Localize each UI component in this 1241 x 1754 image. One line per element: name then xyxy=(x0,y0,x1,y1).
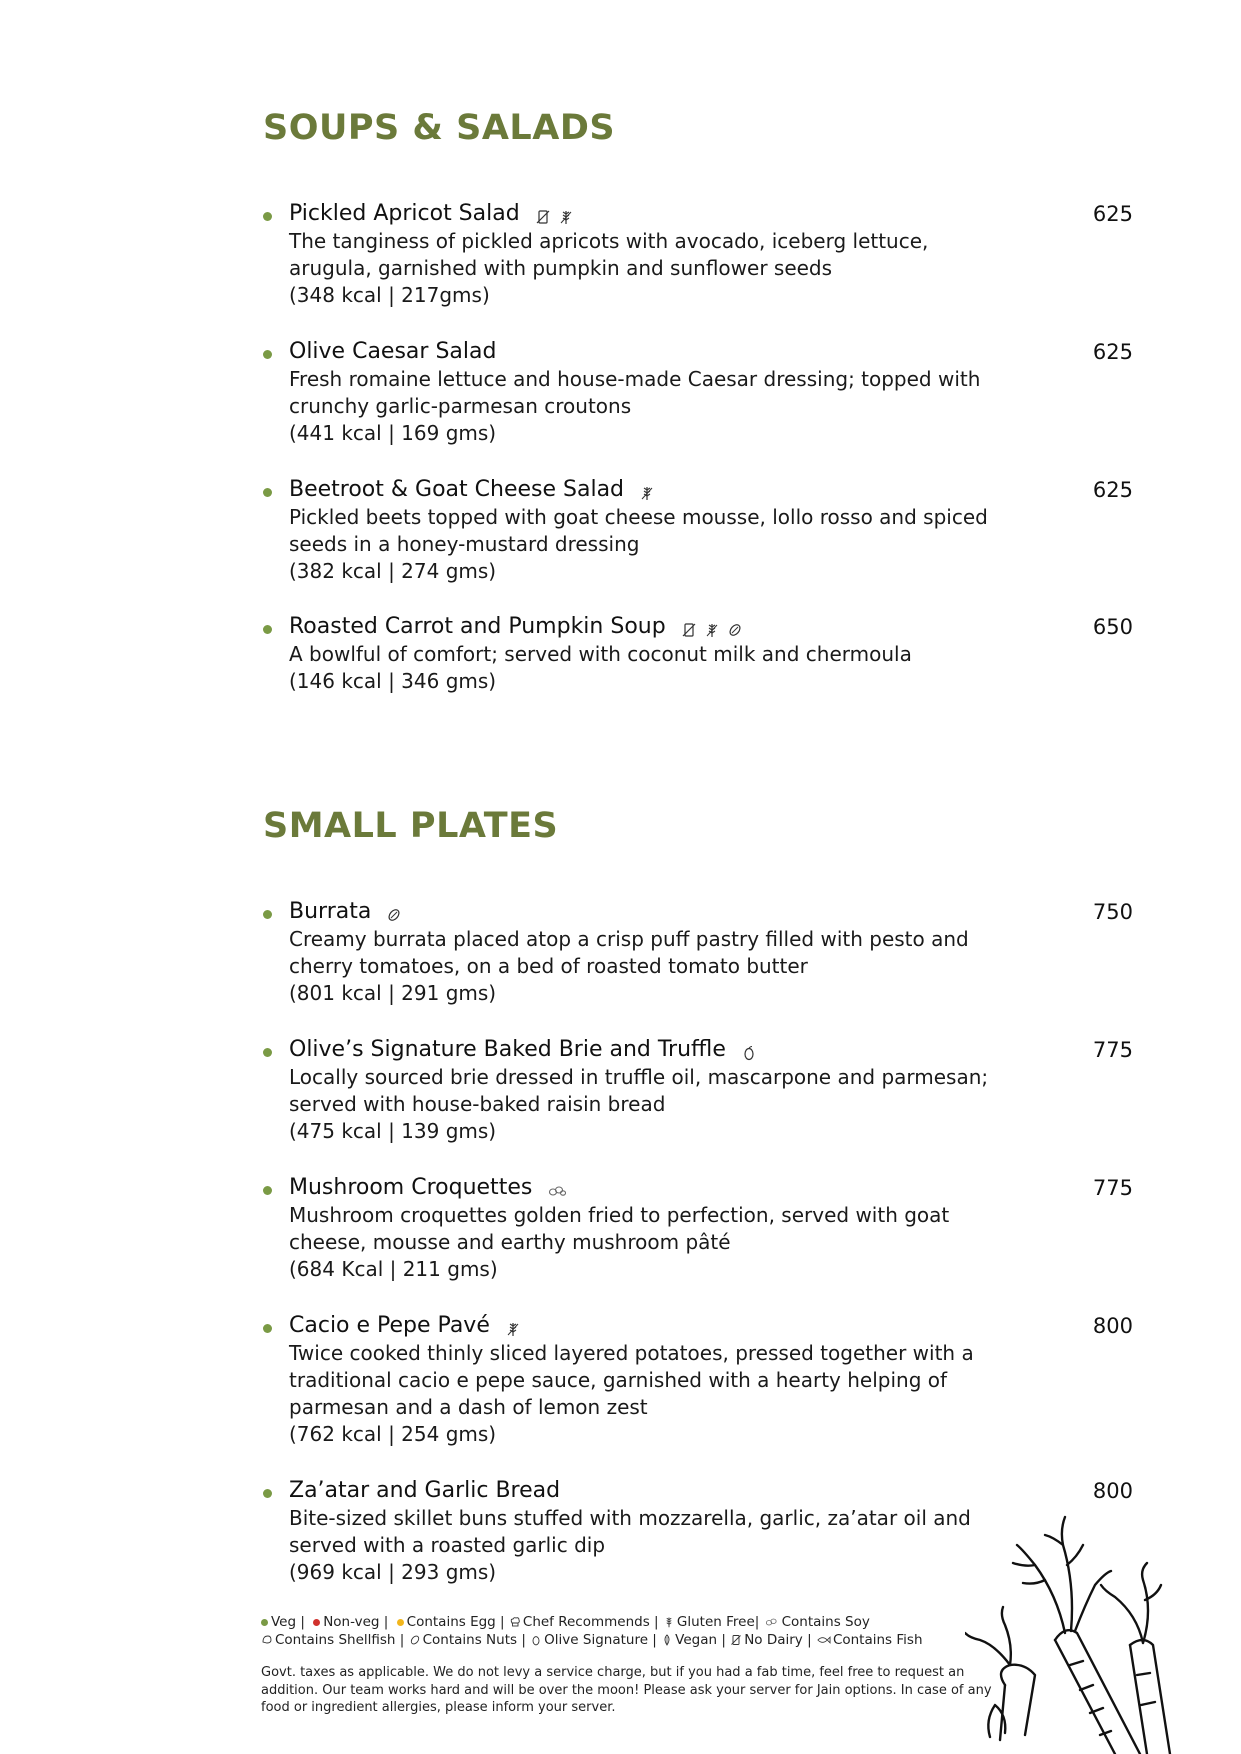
legend-soy: Contains Soy xyxy=(781,1614,870,1630)
legend-nuts: Contains Nuts | xyxy=(422,1632,526,1648)
legend-dairy: No Dairy | xyxy=(744,1632,812,1648)
gluten-free-icon xyxy=(558,209,574,225)
item-price: 800 xyxy=(1092,1314,1133,1338)
no-dairy-icon xyxy=(681,622,697,638)
item-description: Twice cooked thinly sliced layered potatoes, pressed together with a traditional cacio e pepe sauce, garnished with a hearty helping of parmesan and a dash of lemon zest xyxy=(289,1341,974,1419)
item-icons xyxy=(741,1042,759,1061)
legend-vegan: Vegan | xyxy=(675,1632,726,1648)
item-kcal: (684 Kcal | 211 gms) xyxy=(289,1257,498,1281)
item-price: 625 xyxy=(1092,478,1133,502)
gluten-free-icon xyxy=(505,1321,521,1337)
vegan-leaf-icon xyxy=(661,1634,673,1646)
item-description: Creamy burrata placed atop a crisp puff pastry filled with pesto and cherry tomatoes, on a bed of roasted tomato butter xyxy=(289,927,969,978)
veg-bullet xyxy=(263,350,272,359)
item-name: Olive Caesar Salad xyxy=(289,339,497,364)
item-price: 775 xyxy=(1092,1038,1133,1062)
veg-bullet xyxy=(263,1324,272,1333)
legend-chef: Chef Recommends | xyxy=(522,1614,659,1630)
item-kcal: (969 kcal | 293 gms) xyxy=(289,1560,497,1584)
carrots-illustration xyxy=(965,1505,1205,1754)
legend-nonveg: Non-veg | xyxy=(323,1614,389,1630)
item-description: Mushroom croquettes golden fried to perfection, served with goat cheese, mousse and earthy mushroom pâté xyxy=(289,1203,950,1254)
gluten-free-icon xyxy=(639,485,655,501)
menu-item xyxy=(263,1036,1133,1145)
item-price: 625 xyxy=(1092,340,1133,364)
veg-bullet xyxy=(263,910,272,919)
legend-line-2 xyxy=(261,1631,981,1649)
item-name: Olive’s Signature Baked Brie and Truffle xyxy=(289,1037,726,1062)
menu-item xyxy=(263,898,1133,1007)
nuts-icon xyxy=(386,907,402,923)
item-icons xyxy=(386,904,404,923)
item-price: 775 xyxy=(1092,1176,1133,1200)
item-kcal: (762 kcal | 254 gms) xyxy=(289,1422,497,1446)
legend-egg: Contains Egg | xyxy=(406,1614,505,1630)
item-description: Bite-sized skillet buns stuffed with mozzarella, garlic, za’atar oil and served with a roasted garlic dip xyxy=(289,1506,971,1557)
gluten-free-icon xyxy=(704,622,720,638)
legend-gluten: Gluten Free| xyxy=(676,1614,760,1630)
legend-line-1 xyxy=(261,1613,981,1631)
menu-item xyxy=(263,1174,1133,1283)
menu-item xyxy=(263,1312,1133,1448)
menu-item xyxy=(263,200,1133,309)
item-name: Pickled Apricot Salad xyxy=(289,201,520,226)
soy-icon xyxy=(547,1183,567,1199)
item-icons xyxy=(547,1180,569,1199)
no-dairy-icon xyxy=(535,209,551,225)
legend-shellfish: Contains Shellfish | xyxy=(275,1632,405,1648)
item-description: A bowlful of comfort; served with coconut milk and chermoula xyxy=(289,642,912,666)
menu-item xyxy=(263,613,1133,695)
item-name: Za’atar and Garlic Bread xyxy=(289,1478,561,1503)
nuts-icon xyxy=(409,1634,421,1646)
item-description: Fresh romaine lettuce and house-made Caesar dressing; topped with crunchy garlic-parmesan croutons xyxy=(289,367,981,418)
legend-veg: Veg | xyxy=(271,1614,305,1630)
item-kcal: (475 kcal | 139 gms) xyxy=(289,1119,497,1143)
item-name: Beetroot & Goat Cheese Salad xyxy=(289,477,625,502)
item-kcal: (348 kcal | 217gms) xyxy=(289,283,490,307)
veg-bullet xyxy=(263,1489,272,1498)
item-icons xyxy=(535,206,576,225)
veg-dot-icon xyxy=(261,1619,268,1626)
footer-note: Govt. taxes as applicable. We do not levy a service charge, but if you had a fab time, feel free to request an addition. Our team works hard and will be over the moon! Please ask your server for Jain options. In case of any food or ingredient allergies, please inform your server. xyxy=(261,1665,992,1715)
soy-icon xyxy=(764,1616,780,1628)
item-description: The tanginess of pickled apricots with avocado, iceberg lettuce, arugula, garnished with pumpkin and sunflower seeds xyxy=(289,229,929,280)
no-dairy-icon xyxy=(730,1634,742,1646)
section-title-small-plates: SMALL PLATES xyxy=(263,806,559,846)
nuts-icon xyxy=(727,622,743,638)
item-kcal: (146 kcal | 346 gms) xyxy=(289,669,497,693)
item-icons xyxy=(681,619,745,638)
veg-bullet xyxy=(263,488,272,497)
veg-bullet xyxy=(263,625,272,634)
veg-bullet xyxy=(263,1186,272,1195)
olive-signature-icon xyxy=(741,1045,757,1061)
egg-dot-icon xyxy=(397,1619,404,1626)
item-name: Cacio e Pepe Pavé xyxy=(289,1313,490,1338)
item-name: Burrata xyxy=(289,899,372,924)
shellfish-icon xyxy=(261,1634,273,1646)
olive-signature-icon xyxy=(530,1634,542,1646)
nonveg-dot-icon xyxy=(313,1619,320,1626)
legend-olive: Olive Signature | xyxy=(544,1632,657,1648)
section-title-soups-salads: SOUPS & SALADS xyxy=(263,108,616,148)
fish-icon xyxy=(816,1634,831,1646)
item-description: Locally sourced brie dressed in truffle oil, mascarpone and parmesan; served with house-baked raisin bread xyxy=(289,1065,989,1116)
menu-item xyxy=(263,338,1133,447)
item-icons xyxy=(505,1318,523,1337)
item-price: 750 xyxy=(1092,900,1133,924)
item-kcal: (441 kcal | 169 gms) xyxy=(289,421,497,445)
legend xyxy=(261,1613,981,1649)
item-price: 800 xyxy=(1092,1479,1133,1503)
item-name: Mushroom Croquettes xyxy=(289,1175,533,1200)
gluten-free-icon xyxy=(663,1616,675,1628)
chef-hat-icon xyxy=(509,1616,521,1628)
veg-bullet xyxy=(263,1048,272,1057)
item-price: 650 xyxy=(1092,615,1133,639)
menu-item xyxy=(263,476,1133,585)
item-icons xyxy=(639,482,657,501)
item-kcal: (801 kcal | 291 gms) xyxy=(289,981,497,1005)
item-name: Roasted Carrot and Pumpkin Soup xyxy=(289,614,666,639)
veg-bullet xyxy=(263,212,272,221)
item-description: Pickled beets topped with goat cheese mousse, lollo rosso and spiced seeds in a honey-mustard dressing xyxy=(289,505,988,556)
item-price: 625 xyxy=(1092,202,1133,226)
legend-fish: Contains Fish xyxy=(832,1632,923,1648)
item-kcal: (382 kcal | 274 gms) xyxy=(289,559,497,583)
